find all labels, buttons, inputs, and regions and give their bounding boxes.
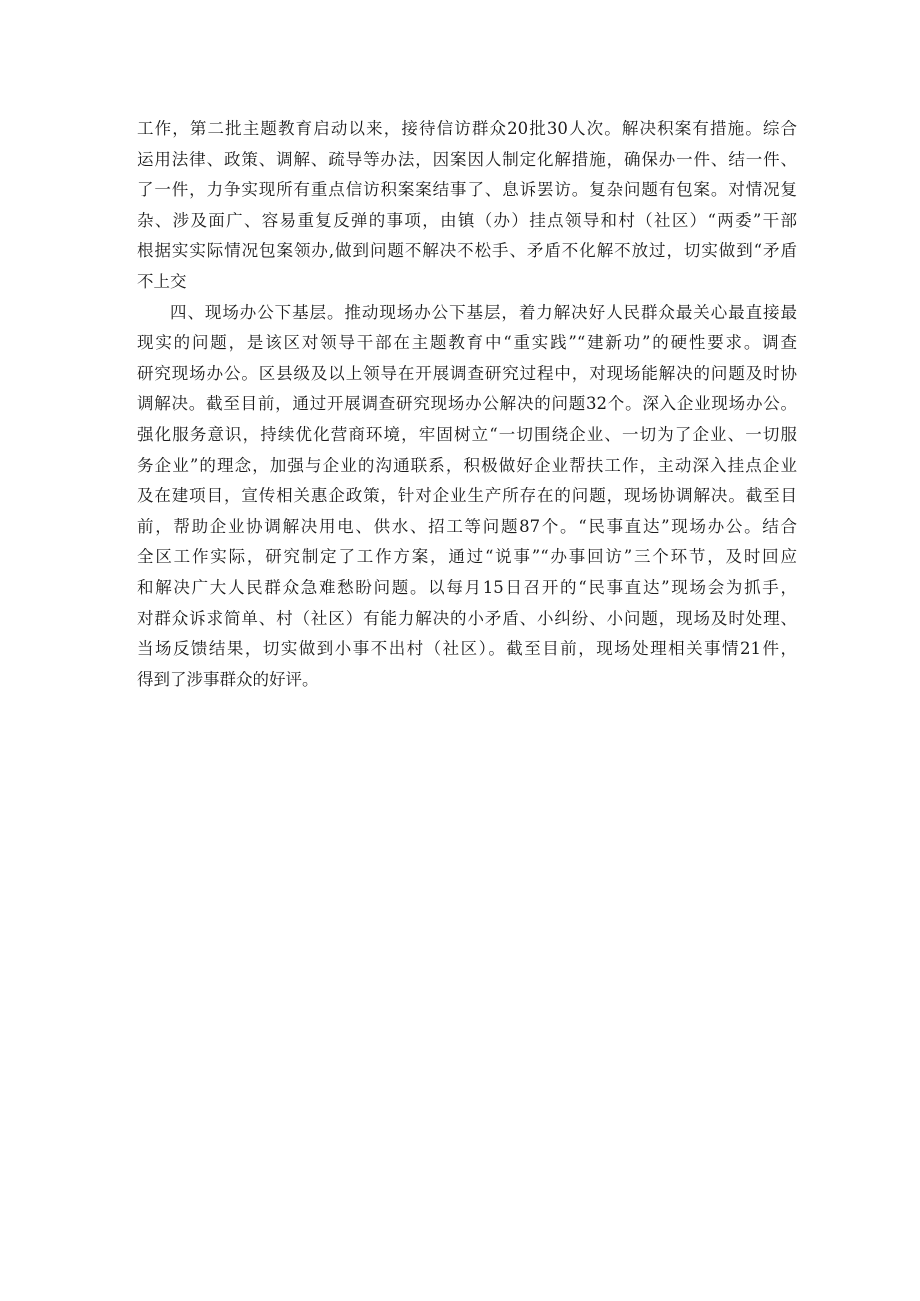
text-line: 工作，第二批主题教育启动以来，接待信访群众20批30人次。解决积案有措施。综合 [137,119,797,138]
text-line: 不上交 [137,271,187,291]
text-line: 运用法律、政策、调解、疏导等办法，因案因人制定化解措施，确保办一件、结一件、 [137,149,797,169]
text-line: 得到了涉事群众的好评。 [137,669,319,689]
text-line: 现实的问题，是该区对领导干部在主题教育中“重实践”“建新功”的硬性要求。调查 [137,333,797,353]
text-line: 研究现场办公。区县级及以上领导在开展调查研究过程中，对现场能解决的问题及时协 [137,363,797,383]
text-line: 杂、涉及面广、容易重复反弹的事项，由镇（办）挂点领导和村（社区）“两委”干部 [137,210,797,230]
text-line: 强化服务意识，持续优化营商环境，牢固树立“一切围绕企业、一切为了企业、一切服 [137,424,797,444]
text-line: 根据实实际情况包案领办,做到问题不解决不松手、矛盾不化解不放过，切实做到“矛盾 [137,241,797,261]
body-text [137,114,797,695]
text-line: 务企业”的理念，加强与企业的沟通联系，积极做好企业帮扶工作，主动深入挂点企业 [137,455,797,475]
text-line: 当场反馈结果，切实做到小事不出村（社区）。截至目前，现场处理相关事情21件， [137,639,797,659]
text-line: 全区工作实际，研究制定了工作方案，通过“说事”“办事回访”三个环节，及时回应 [137,547,797,567]
text-line: 对群众诉求简单、村（社区）有能力解决的小矛盾、小纠纷、小问题，现场及时处理、 [137,608,797,628]
text-line: 和解决广大人民群众急难愁盼问题。以每月15日召开的“民事直达”现场会为抓手， [137,577,797,597]
text-line: 前，帮助企业协调解决用电、供水、招工等问题87个。“民事直达”现场办公。结合 [137,516,797,536]
text-line: 调解决。截至目前，通过开展调查研究现场办公解决的问题32个。深入企业现场办公。 [137,394,797,414]
paragraph-letters-and-visits [137,114,797,298]
paragraph-on-site-office [137,298,797,696]
text-line: 及在建项目，宣传相关惠企政策，针对企业生产所存在的问题，现场协调解决。截至目 [137,486,797,506]
text-line: 了一件，力争实现所有重点信访积案案结事了、息诉罢访。复杂问题有包案。对情况复 [137,180,797,200]
section-heading-line: 四、现场办公下基层。推动现场办公下基层，着力解决好人民群众最关心最直接最 [170,302,797,322]
